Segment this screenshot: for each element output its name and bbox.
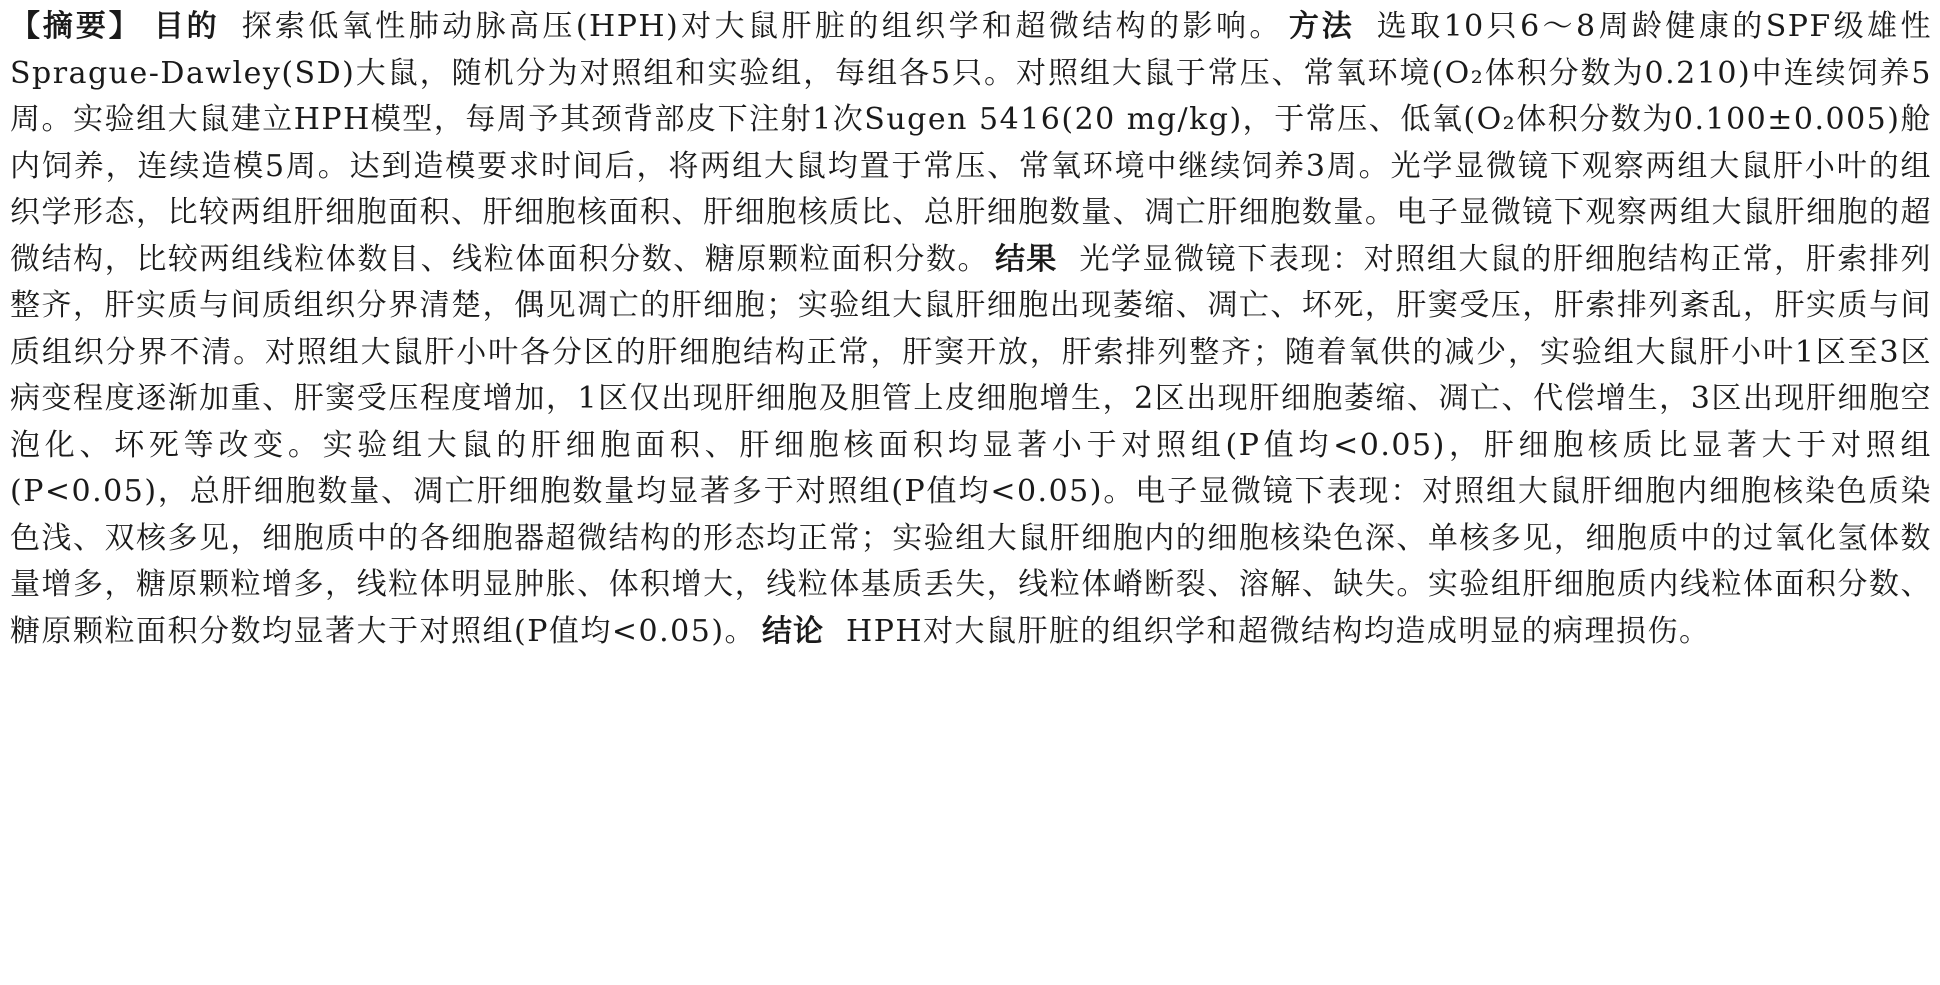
objective-text: 探索低氧性肺动脉高压(HPH)对大鼠肝脏的组织学和超微结构的影响。: [241, 9, 1283, 44]
results-text: 光学显微镜下表现：对照组大鼠的肝细胞结构正常，肝索排列整齐，肝实质与间质组织分界清楚，偶见凋亡的肝细胞；实验组大鼠肝细胞出现萎缩、凋亡、坏死，肝窦受压，肝索排列紊乱，肝实质与间质组织分界不清。对照组大鼠肝小叶各分区的肝细胞结构正常，肝窦开放，肝索排列整齐；随着氧供的减少，实验组大鼠肝小叶1区至3区病变程度逐渐加重、肝窦受压程度增加，1区仅出现肝细胞及胆管上皮细胞增生，2区出现肝细胞萎缩、凋亡、代偿增生，3区出现肝细胞空泡化、坏死等改变。实验组大鼠的肝细胞面积、肝细胞核面积均显著小于对照组(P值均<0.05)，肝细胞核质比显著大于对照组(P<0.05)，总肝细胞数量、凋亡肝细胞数量均显著多于对照组(P值均<0.05)。电子显微镜下表现：对照组大鼠肝细胞内细胞核染色质染色浅、双核多见，细胞质中的各细胞器超微结构的形态均正常；实验组大鼠肝细胞内的细胞核染色深、单核多见，细胞质中的过氧化氢体数量增多，糖原颗粒增多，线粒体明显肿胀、体积增大，线粒体基质丢失，线粒体嵴断裂、溶解、缺失。实验组肝细胞质内线粒体面积分数、糖原颗粒面积分数均显著大于对照组(P值均<0.05)。: [10, 241, 1933, 649]
methods-text: 选取10只6～8周龄健康的SPF级雄性Sprague-Dawley(SD)大鼠，随机分为对照组和实验组，每组各5只。对照组大鼠于常压、常氧环境(O₂体积分数为0.210)中连续饲养5周。实验组大鼠建立HPH模型，每周予其颈背部皮下注射1次Sugen 5416(20 mg/kg)，于常压、低氧(O₂体积分数为0.100±0.005)舱内饲养，连续造模5周。达到造模要求时间后，将两组大鼠均置于常压、常氧环境中继续饲养3周。光学显微镜下观察两组大鼠肝小叶的组织学形态，比较两组肝细胞面积、肝细胞核面积、肝细胞核质比、总肝细胞数量、凋亡肝细胞数量。电子显微镜下观察两组大鼠肝细胞的超微结构，比较两组线粒体数目、线粒体面积分数、糖原颗粒面积分数。: [10, 9, 1933, 277]
methods-heading: 方法: [1288, 9, 1355, 44]
abstract-paragraph: [10, 4, 1932, 655]
abstract-label: 【摘要】: [10, 9, 142, 44]
objective-heading: 目的: [153, 9, 220, 44]
results-heading: 结果: [995, 241, 1058, 277]
conclusion-text: HPH对大鼠肝脏的组织学和超微结构均造成明显的病理损伤。: [846, 613, 1711, 649]
conclusion-heading: 结论: [762, 613, 825, 649]
